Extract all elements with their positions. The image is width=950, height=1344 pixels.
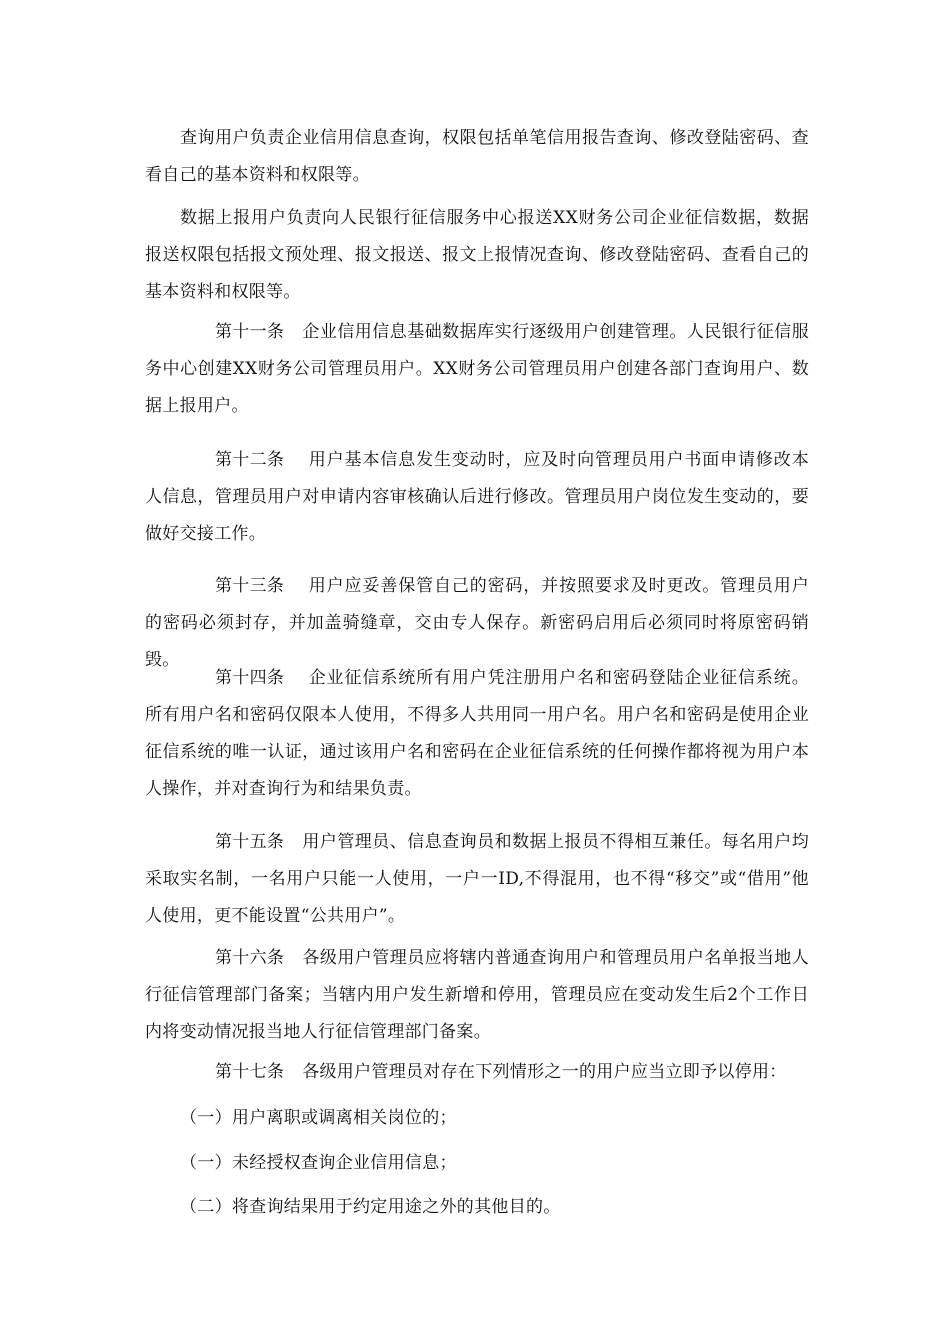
article-number: 第十七条 (215, 1062, 285, 1082)
paragraph-text: 数据上报用户负责向人民银行征信服务中心报送XX财务公司企业征信数据，数据报送权限包括报文预处理、报文报送、报文上报情况查询、修改登陆密码、查看自己的基本资料和权限等。 (145, 208, 809, 302)
article-text: 用户管理员、信息查询员和数据上报员不得相互兼任。每名用户均采取实名制，一名用户只能一人使用，一户一ID,不得混用，也不得“移交”或“借用”他人使用，更不能设置“公共用户”。 (145, 832, 809, 926)
paragraph-query-user (145, 120, 809, 194)
article-number: 第十六条 (215, 948, 285, 968)
list-item-3 (145, 1189, 809, 1226)
article-17 (145, 1054, 809, 1091)
article-14 (145, 660, 809, 808)
article-number: 第十四条 (215, 668, 285, 688)
article-16 (145, 940, 809, 1051)
list-item-1 (145, 1100, 809, 1137)
list-item-2 (145, 1145, 809, 1182)
article-text: 各级用户管理员对存在下列情形之一的用户应当立即予以停用： (302, 1062, 787, 1082)
article-text: 各级用户管理员应将辖内普通查询用户和管理员用户名单报当地人行征信管理部门备案；当辖内用户发生新增和停用，管理员应在变动发生后2个工作日内将变动情况报当地人行征信管理部门备案。 (145, 948, 809, 1042)
paragraph-data-report-user (145, 200, 809, 311)
article-text: 用户应妥善保管自己的密码，并按照要求及时更改。管理员用户的密码必须封存，并加盖骑缝章，交由专人保存。新密码启用后必须同时将原密码销毁。 (145, 576, 809, 670)
list-item-text: （一）用户离职或调离相关岗位的； (180, 1108, 457, 1128)
article-text: 企业信用信息基础数据库实行逐级用户创建管理。人民银行征信服务中心创建XX财务公司管理员用户。XX财务公司管理员用户创建各部门查询用户、数据上报用户。 (145, 322, 809, 416)
paragraph-text: 查询用户负责企业信用信息查询，权限包括单笔信用报告查询、修改登陆密码、查看自己的基本资料和权限等。 (145, 128, 809, 185)
article-11 (145, 314, 809, 425)
article-number: 第十三条 (215, 576, 285, 596)
article-text: 企业征信系统所有用户凭注册用户名和密码登陆企业征信系统。所有用户名和密码仅限本人使用，不得多人共用同一用户名。用户名和密码是使用企业征信系统的唯一认证，通过该用户名和密码在企业征信系统的任何操作都将视为用户本人操作，并对查询行为和结果负责。 (145, 668, 809, 799)
article-12 (145, 442, 809, 553)
list-item-text: （二）将查询结果用于约定用途之外的其他目的。 (180, 1197, 561, 1217)
article-15 (145, 824, 809, 935)
list-item-text: （一）未经授权查询企业信用信息； (180, 1153, 457, 1173)
article-number: 第十五条 (215, 832, 285, 852)
article-number: 第十二条 (215, 450, 285, 470)
article-text: 用户基本信息发生变动时，应及时向管理员用户书面申请修改本人信息，管理员用户对申请内容审核确认后进行修改。管理员用户岗位发生变动的，要做好交接工作。 (145, 450, 809, 544)
article-number: 第十一条 (215, 322, 285, 342)
